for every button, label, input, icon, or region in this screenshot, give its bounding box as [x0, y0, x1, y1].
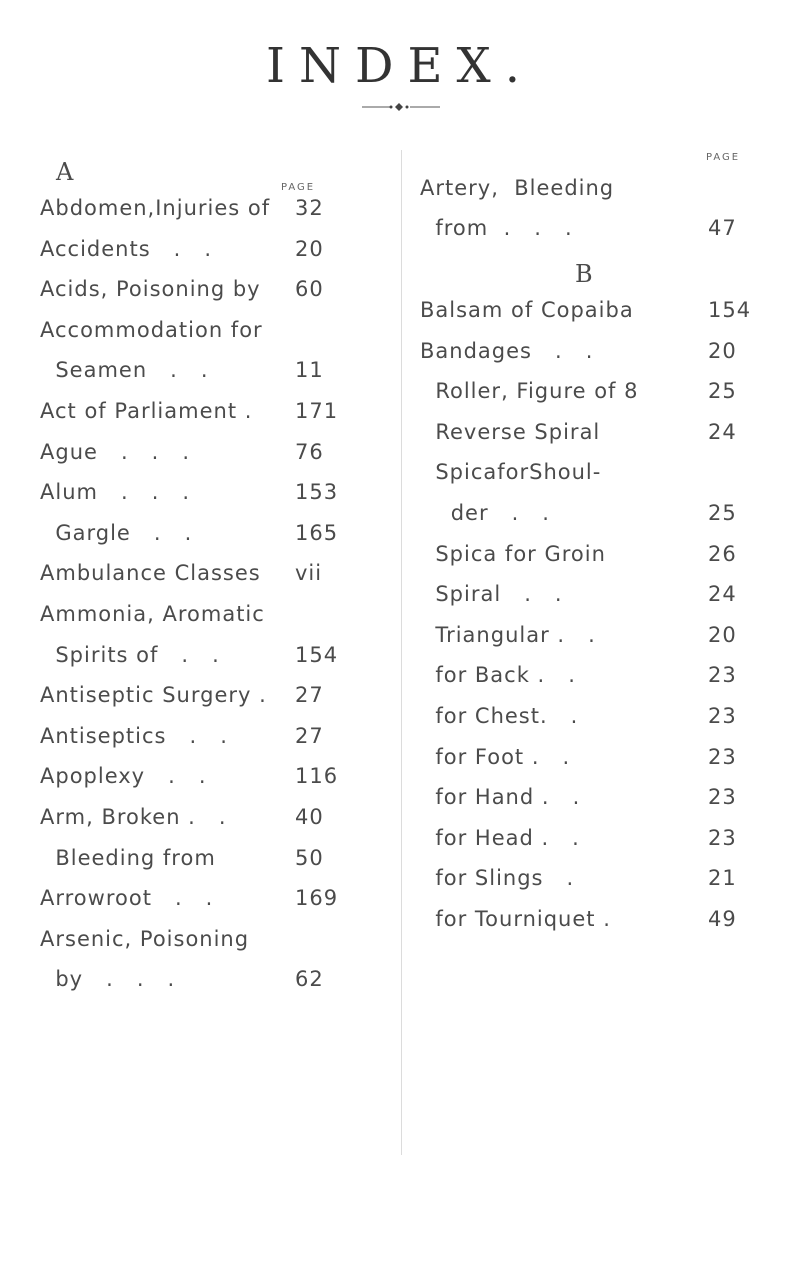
entry-page: 116 — [295, 764, 339, 789]
entry-text: Bandages . . — [420, 338, 594, 363]
entry-text: Antiseptics . . — [40, 723, 228, 748]
index-entry — [40, 472, 339, 512]
index-entry — [40, 878, 339, 918]
entry-text: for Foot . . — [420, 744, 571, 769]
index-entry — [420, 899, 737, 939]
index-entry — [40, 391, 339, 431]
entry-page: 23 — [708, 744, 737, 769]
index-entry — [420, 615, 737, 655]
index-entry — [420, 574, 737, 614]
entry-page: 47 — [708, 216, 737, 240]
entry-text: Balsam of Copaiba — [420, 298, 634, 322]
entry-page: 27 — [295, 723, 324, 748]
entry-page: 24 — [708, 582, 737, 607]
entry-text: for Tourniquet . — [420, 907, 611, 931]
entry-text: Gargle . . — [40, 520, 193, 545]
entry-page: vii — [295, 561, 323, 586]
entry-text: Antiseptic Surgery . — [40, 683, 267, 708]
entry-text: Spiral . . — [420, 582, 563, 607]
entry-page: 60 — [295, 277, 324, 302]
index-entry — [420, 331, 737, 371]
entry-page: 25 — [708, 379, 737, 404]
index-entry — [40, 838, 324, 878]
index-entry — [40, 310, 263, 350]
entry-text: Reverse Spiral — [420, 419, 601, 444]
index-entry — [40, 635, 339, 675]
entry-text: Act of Parliament . — [40, 399, 253, 423]
index-entry — [420, 452, 601, 492]
entry-text: Bleeding from — [40, 845, 216, 870]
entry-text: Spica for Groin — [420, 541, 606, 566]
index-entry — [420, 290, 752, 330]
entry-text: Apoplexy . . — [40, 764, 207, 789]
index-entry — [40, 269, 324, 309]
index-entry — [420, 858, 737, 898]
index-entry — [40, 756, 339, 796]
entry-text: by . . . — [40, 967, 176, 992]
entry-page: 20 — [708, 338, 737, 363]
entry-text: Spirits of . . — [40, 642, 220, 667]
index-entry — [40, 350, 324, 390]
entry-text: Artery, Bleeding — [420, 176, 615, 200]
index-entry — [40, 675, 324, 715]
entry-page: 11 — [295, 358, 324, 383]
entry-page: 32 — [295, 196, 324, 220]
entry-text: Ague . . . — [40, 439, 191, 464]
section-letter-b: B — [575, 260, 594, 288]
index-entry — [40, 432, 324, 472]
entry-text: Abdomen,Injuries of — [40, 196, 271, 220]
entry-text: Ambulance Classes — [40, 561, 261, 586]
entry-text: for Chest. . — [420, 704, 579, 728]
entry-page: 165 — [295, 520, 339, 545]
entry-page: 49 — [708, 907, 737, 931]
entry-text: Alum . . . — [40, 480, 191, 505]
entry-page: 23 — [708, 704, 737, 728]
entry-page: 23 — [708, 825, 737, 850]
index-entry — [40, 716, 324, 756]
entry-page: 23 — [708, 663, 737, 688]
index-entry — [40, 594, 265, 634]
index-entry — [420, 493, 737, 533]
page-title: INDEX. — [266, 38, 534, 94]
ornament-rule — [362, 101, 440, 113]
entry-text: Acids, Poisoning by — [40, 277, 261, 302]
entry-page: 154 — [708, 298, 752, 322]
entry-text: Accidents . . — [40, 236, 213, 261]
entry-text: Arsenic, Poisoning — [40, 926, 250, 951]
entry-page: 26 — [708, 541, 737, 566]
entry-text: for Head . . — [420, 825, 580, 850]
entry-page: 169 — [295, 886, 339, 911]
entry-page: 40 — [295, 805, 324, 829]
index-entry — [40, 513, 339, 553]
section-letter-a: A — [56, 158, 75, 186]
index-entry — [420, 696, 737, 736]
entry-text: der . . — [420, 501, 550, 525]
entry-text: Roller, Figure of 8 — [420, 379, 639, 404]
index-entry — [420, 412, 737, 452]
entry-text: for Slings . — [420, 866, 575, 891]
page-column-label-left: PAGE — [281, 182, 316, 193]
entry-text: for Back . . — [420, 663, 576, 688]
entry-text: Ammonia, Aromatic — [40, 602, 265, 626]
column-divider — [401, 150, 402, 1155]
index-entry — [420, 818, 737, 858]
entry-page: 171 — [295, 399, 339, 423]
index-entry — [420, 737, 737, 777]
index-entry — [420, 168, 614, 208]
index-entry — [40, 959, 324, 999]
entry-page: 76 — [295, 439, 324, 464]
entry-text: SpicaforShoul- — [420, 460, 602, 485]
entry-page: 23 — [708, 785, 737, 810]
entry-page: 25 — [708, 501, 737, 525]
index-entry — [420, 371, 737, 411]
entry-text: Accommodation for — [40, 317, 263, 342]
page-column-label-right: PAGE — [706, 152, 741, 163]
entry-page: 24 — [708, 419, 737, 444]
index-entry — [40, 188, 324, 228]
entry-text: for Hand . . — [420, 785, 581, 810]
index-entry — [420, 534, 737, 574]
index-entry — [40, 797, 324, 837]
entry-text: Triangular . . — [420, 622, 596, 647]
entry-page: 153 — [295, 480, 339, 505]
index-entry — [40, 553, 323, 593]
index-entry — [40, 919, 249, 959]
entry-page: 154 — [295, 642, 339, 667]
index-entry — [420, 208, 737, 248]
entry-page: 20 — [708, 622, 737, 647]
entry-page: 50 — [295, 845, 324, 870]
entry-text: Arm, Broken . . — [40, 805, 227, 829]
entry-page: 27 — [295, 683, 324, 708]
entry-page: 20 — [295, 236, 324, 261]
entry-page: 62 — [295, 967, 324, 992]
entry-text: from . . . — [420, 216, 573, 240]
index-entry — [40, 229, 324, 269]
entry-page: 21 — [708, 866, 737, 891]
index-entry — [420, 777, 737, 817]
entry-text: Arrowroot . . — [40, 886, 214, 911]
index-entry — [420, 655, 737, 695]
entry-text: Seamen . . — [40, 358, 209, 383]
